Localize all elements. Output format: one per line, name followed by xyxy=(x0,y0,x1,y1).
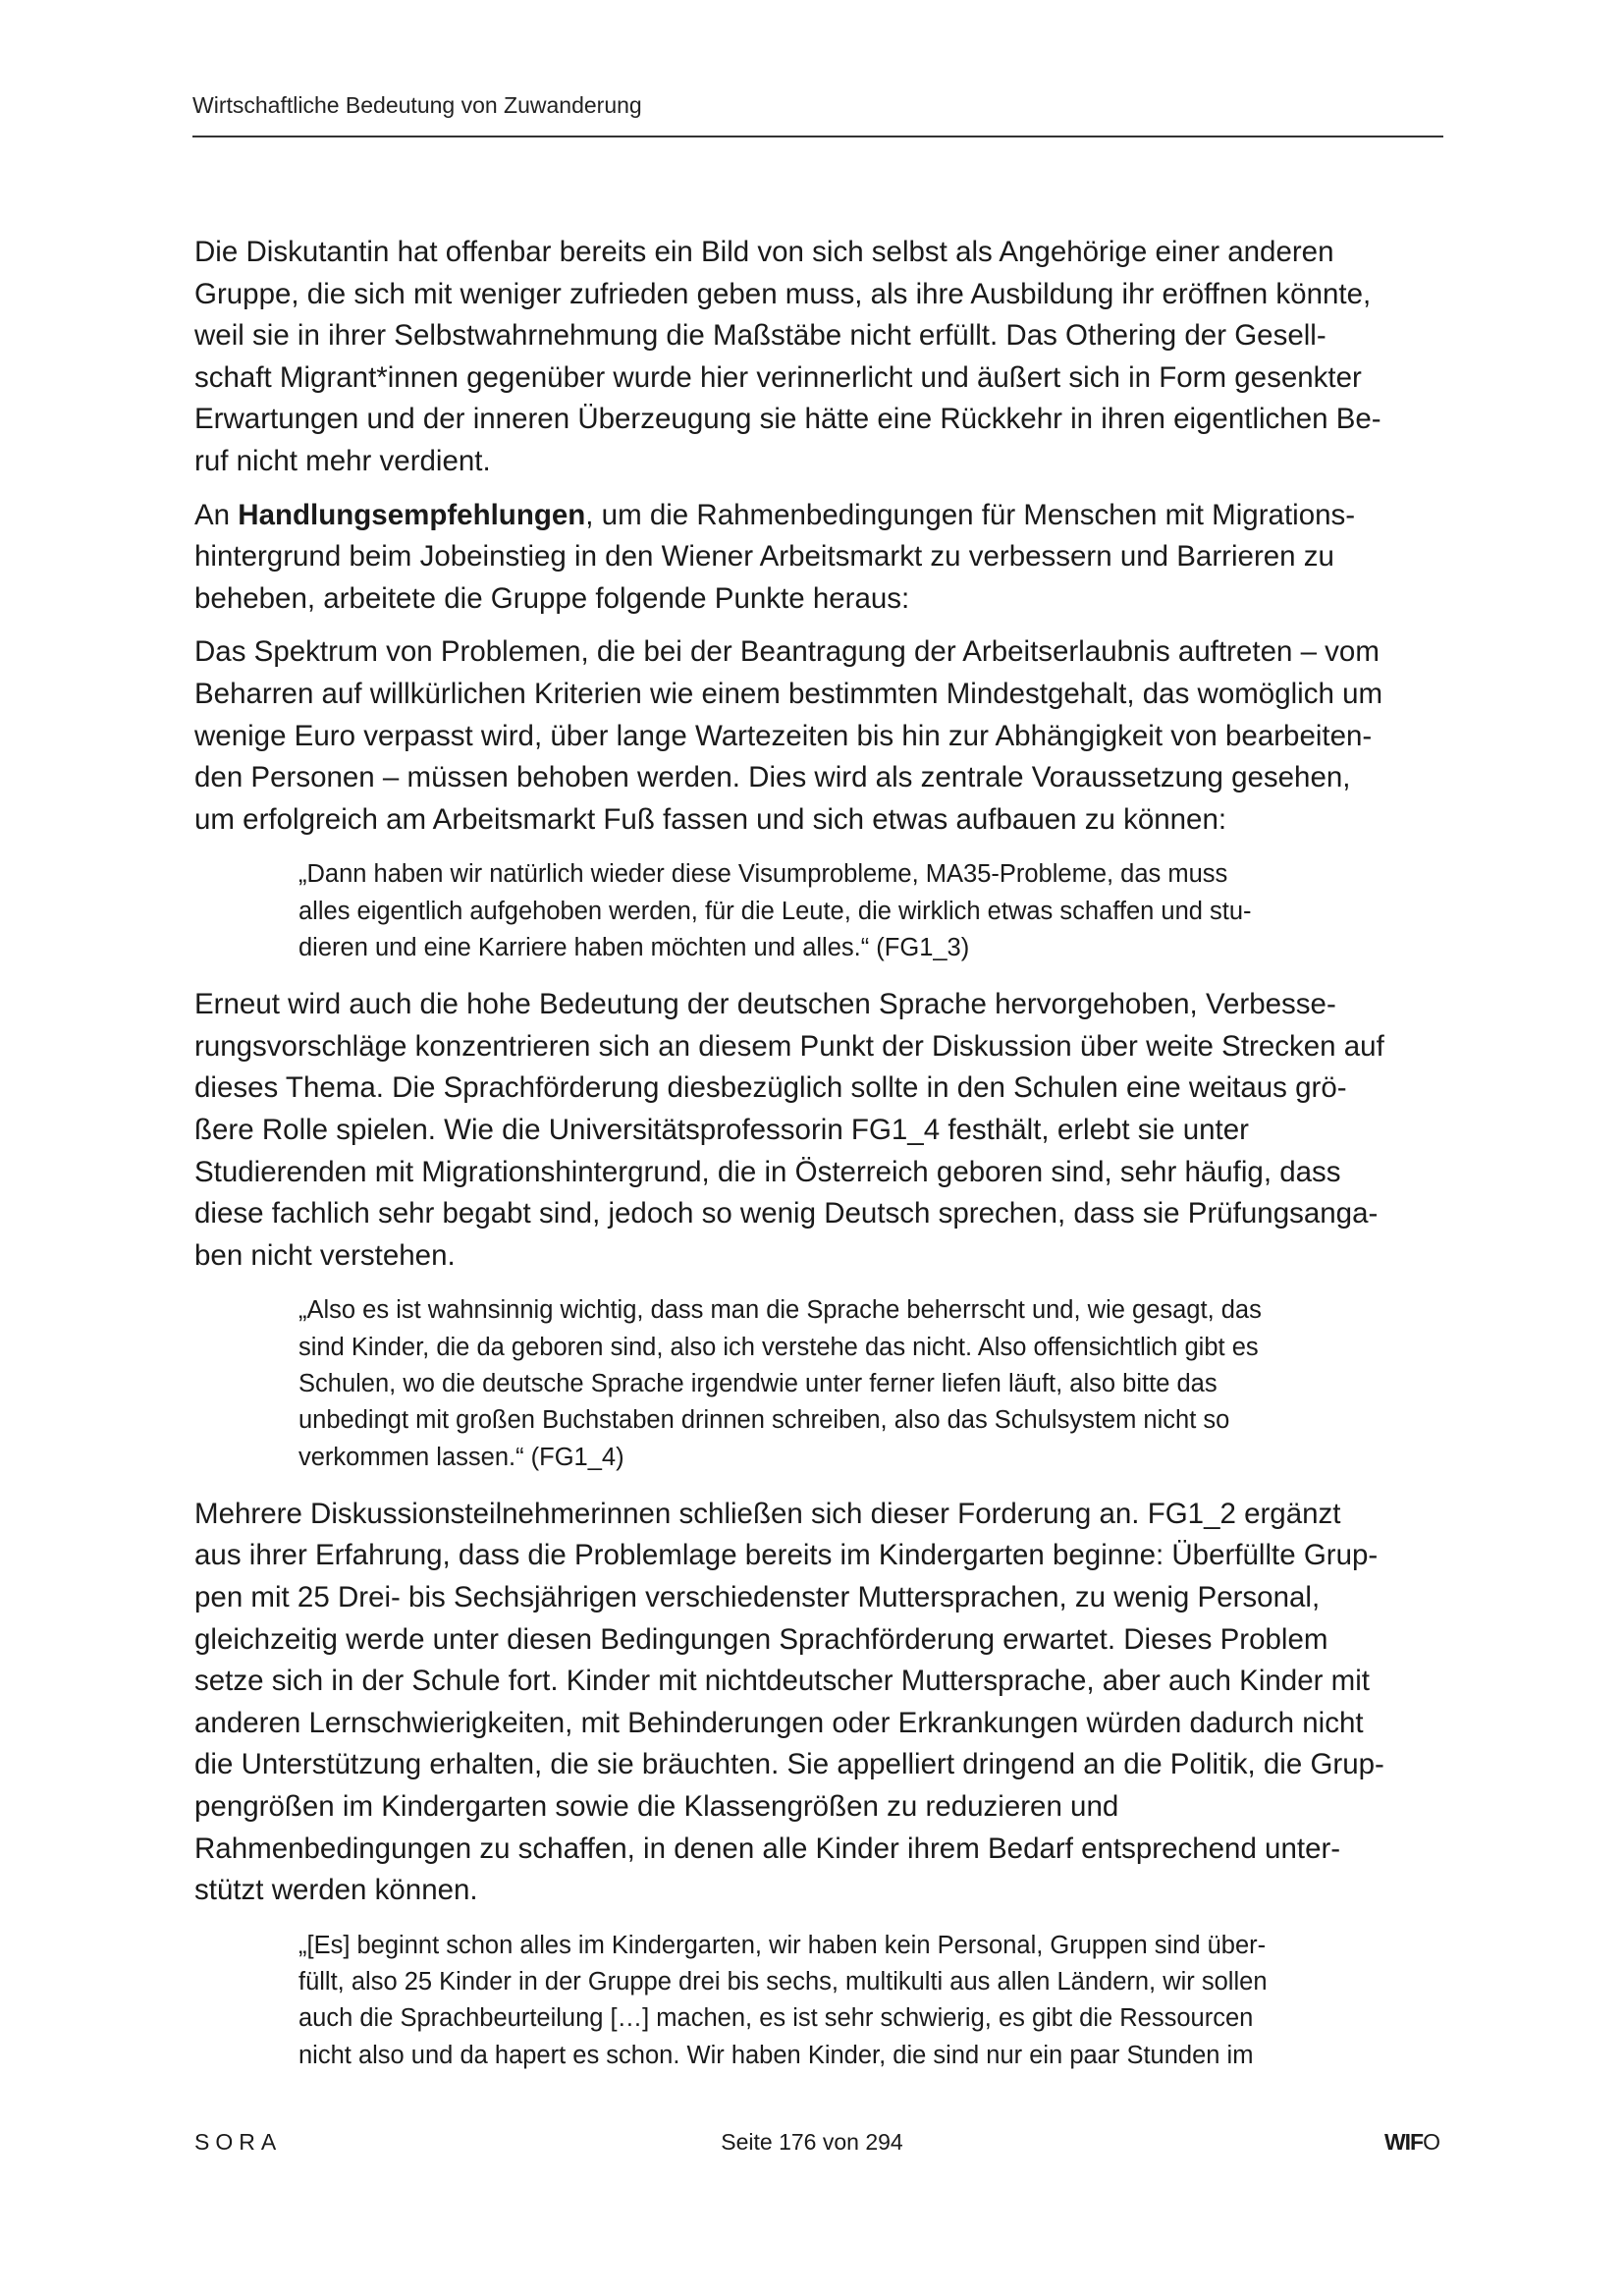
paragraph-5 xyxy=(194,1494,1439,1912)
paragraph-line: ßere Rolle spielen. Wie die Universitätsprofessorin FG1_4 festhält, erlebt sie unter xyxy=(194,1113,1249,1146)
paragraph-line: Beharren auf willkürlichen Kriterien wie einem bestimmten Mindestgehalt, das womöglich um xyxy=(194,677,1383,710)
paragraph-line: Das Spektrum von Problemen, die bei der Beantragung der Arbeitserlaubnis auftreten – vom xyxy=(194,635,1380,669)
paragraph-line: ben nicht verstehen. xyxy=(194,1238,456,1272)
quote-line: „[Es] beginnt schon alles im Kindergarten, wir haben kein Personal, Gruppen sind über- xyxy=(298,1931,1267,1959)
quote-line: dieren und eine Karriere haben möchten und alles.“ (FG1_3) xyxy=(298,933,970,961)
paragraph-line: rungsvorschläge konzentrieren sich an diesem Punkt der Diskussion über weite Strecken auf xyxy=(194,1029,1384,1063)
paragraph-line: dieses Thema. Die Sprachförderung diesbezüglich sollte in den Schulen eine weitaus grö- xyxy=(194,1071,1347,1105)
footer-publisher: SORA xyxy=(194,2129,283,2155)
paragraph-line: ruf nicht mehr verdient. xyxy=(194,444,491,477)
quote-line: unbedingt mit großen Buchstaben drinnen schreiben, also das Schulsystem nicht so xyxy=(298,1406,1230,1435)
paragraph-line: stützt werden können. xyxy=(194,1874,478,1907)
paragraph-line: gleichzeitig werde unter diesen Bedingungen Sprachförderung erwartet. Dieses Problem xyxy=(194,1622,1328,1656)
header-divider xyxy=(192,136,1443,137)
paragraph-1 xyxy=(194,232,1439,483)
paragraph-line: diese fachlich sehr begabt sind, jedoch so wenig Deutsch sprechen, dass sie Prüfungsanga- xyxy=(194,1197,1379,1230)
wifo-logo-o: O xyxy=(1423,2129,1439,2155)
quote-line: „Dann haben wir natürlich wieder diese Visumprobleme, MA35-Probleme, das muss xyxy=(298,860,1228,889)
quote-line: alles eigentlich aufgehoben werden, für die Leute, die wirklich etwas schaffen und stu- xyxy=(298,897,1252,925)
running-header: Wirtschaftliche Bedeutung von Zuwanderung xyxy=(192,92,642,118)
bold-term: Handlungsempfehlungen xyxy=(238,498,586,531)
paragraph-line: anderen Lernschwierigkeiten, mit Behinderungen oder Erkrankungen würden dadurch nicht xyxy=(194,1706,1364,1739)
page-body xyxy=(194,232,1439,2092)
paragraph-line: pengrößen im Kindergarten sowie die Klassengrößen zu reduzieren und xyxy=(194,1790,1119,1823)
paragraph-line: Mehrere Diskussionsteilnehmerinnen schließen sich dieser Forderung an. FG1_2 ergänzt xyxy=(194,1497,1341,1530)
wifo-logo xyxy=(1384,2127,1439,2157)
paragraph-line: pen mit 25 Drei- bis Sechsjährigen verschiedenster Muttersprachen, zu wenig Personal, xyxy=(194,1581,1321,1614)
paragraph-line: beheben, arbeitete die Gruppe folgende Punkte heraus: xyxy=(194,581,910,615)
paragraph-3 xyxy=(194,631,1439,841)
quote-3 xyxy=(298,1928,1349,2074)
paragraph-line: schaft Migrant*innen gegenüber wurde hier verinnerlicht und äußert sich in Form gesenkter xyxy=(194,360,1362,394)
page-number: Seite 176 von 294 xyxy=(721,2129,903,2155)
paragraph-line: die Unterstützung erhalten, die sie bräuchten. Sie appelliert dringend an die Politik, die Grup- xyxy=(194,1748,1384,1781)
paragraph-line: wenige Euro verpasst wird, über lange Wartezeiten bis hin zur Abhängigkeit von bearbeiten- xyxy=(194,719,1373,752)
quote-line: Schulen, wo die deutsche Sprache irgendwie unter ferner liefen läuft, also bitte das xyxy=(298,1369,1218,1397)
paragraph-line: Erneut wird auch die hohe Bedeutung der deutschen Sprache hervorgehoben, Verbesse- xyxy=(194,988,1336,1021)
paragraph-line: Studierenden mit Migrationshintergrund, die in Österreich geboren sind, sehr häufig, dass xyxy=(194,1155,1341,1188)
quote-line: nicht also und da hapert es schon. Wir haben Kinder, die sind nur ein paar Stunden im xyxy=(298,2041,1254,2069)
quote-2 xyxy=(298,1292,1349,1475)
paragraph-line: Die Diskutantin hat offenbar bereits ein Bild von sich selbst als Angehörige einer anderen xyxy=(194,236,1334,268)
paragraph-2 xyxy=(194,495,1439,621)
quote-line: sind Kinder, die da geboren sind, also ich verstehe das nicht. Also offensichtlich gibt es xyxy=(298,1333,1259,1361)
paragraph-line: um erfolgreich am Arbeitsmarkt Fuß fassen und sich etwas aufbauen zu können: xyxy=(194,802,1227,836)
quote-line: „Also es ist wahnsinnig wichtig, dass man die Sprache beherrscht und, wie gesagt, das xyxy=(298,1296,1262,1325)
paragraph-line: aus ihrer Erfahrung, dass die Problemlage bereits im Kindergarten beginne: Überfüllte Grup- xyxy=(194,1539,1379,1572)
quote-line: füllt, also 25 Kinder in der Gruppe drei bis sechs, multikulti aus allen Ländern, wir sollen xyxy=(298,1968,1268,1996)
paragraph-line: Erwartungen und der inneren Überzeugung sie hätte eine Rückkehr in ihren eigentlichen Be- xyxy=(194,403,1381,436)
paragraph-line: setze sich in der Schule fort. Kinder mit nichtdeutscher Muttersprache, aber auch Kinder mit xyxy=(194,1665,1370,1698)
paragraph-line: weil sie in ihrer Selbstwahrnehmung die Maßstäbe nicht erfüllt. Das Othering der Gesell- xyxy=(194,319,1326,353)
paragraph-line: Gruppe, die sich mit weniger zufrieden geben muss, als ihre Ausbildung ihr eröffnen könnte, xyxy=(194,277,1372,310)
quote-1 xyxy=(298,856,1349,966)
paragraph-prefix: An xyxy=(194,498,239,531)
quote-line: verkommen lassen.“ (FG1_4) xyxy=(298,1443,624,1471)
paragraph-line: , um die Rahmenbedingungen für Menschen mit Migrations- xyxy=(585,498,1356,531)
wifo-logo-text: WIF xyxy=(1383,2129,1424,2155)
paragraph-line: hintergrund beim Jobeinstieg in den Wiener Arbeitsmarkt zu verbessern und Barrieren zu xyxy=(194,540,1334,574)
paragraph-line: den Personen – müssen behoben werden. Dies wird als zentrale Voraussetzung gesehen, xyxy=(194,761,1351,794)
paragraph-line: Rahmenbedingungen zu schaffen, in denen alle Kinder ihrem Bedarf entsprechend unter- xyxy=(194,1831,1341,1865)
paragraph-4 xyxy=(194,984,1439,1277)
quote-line: auch die Sprachbeurteilung […] machen, es ist sehr schwierig, es gibt die Ressourcen xyxy=(298,2004,1254,2033)
